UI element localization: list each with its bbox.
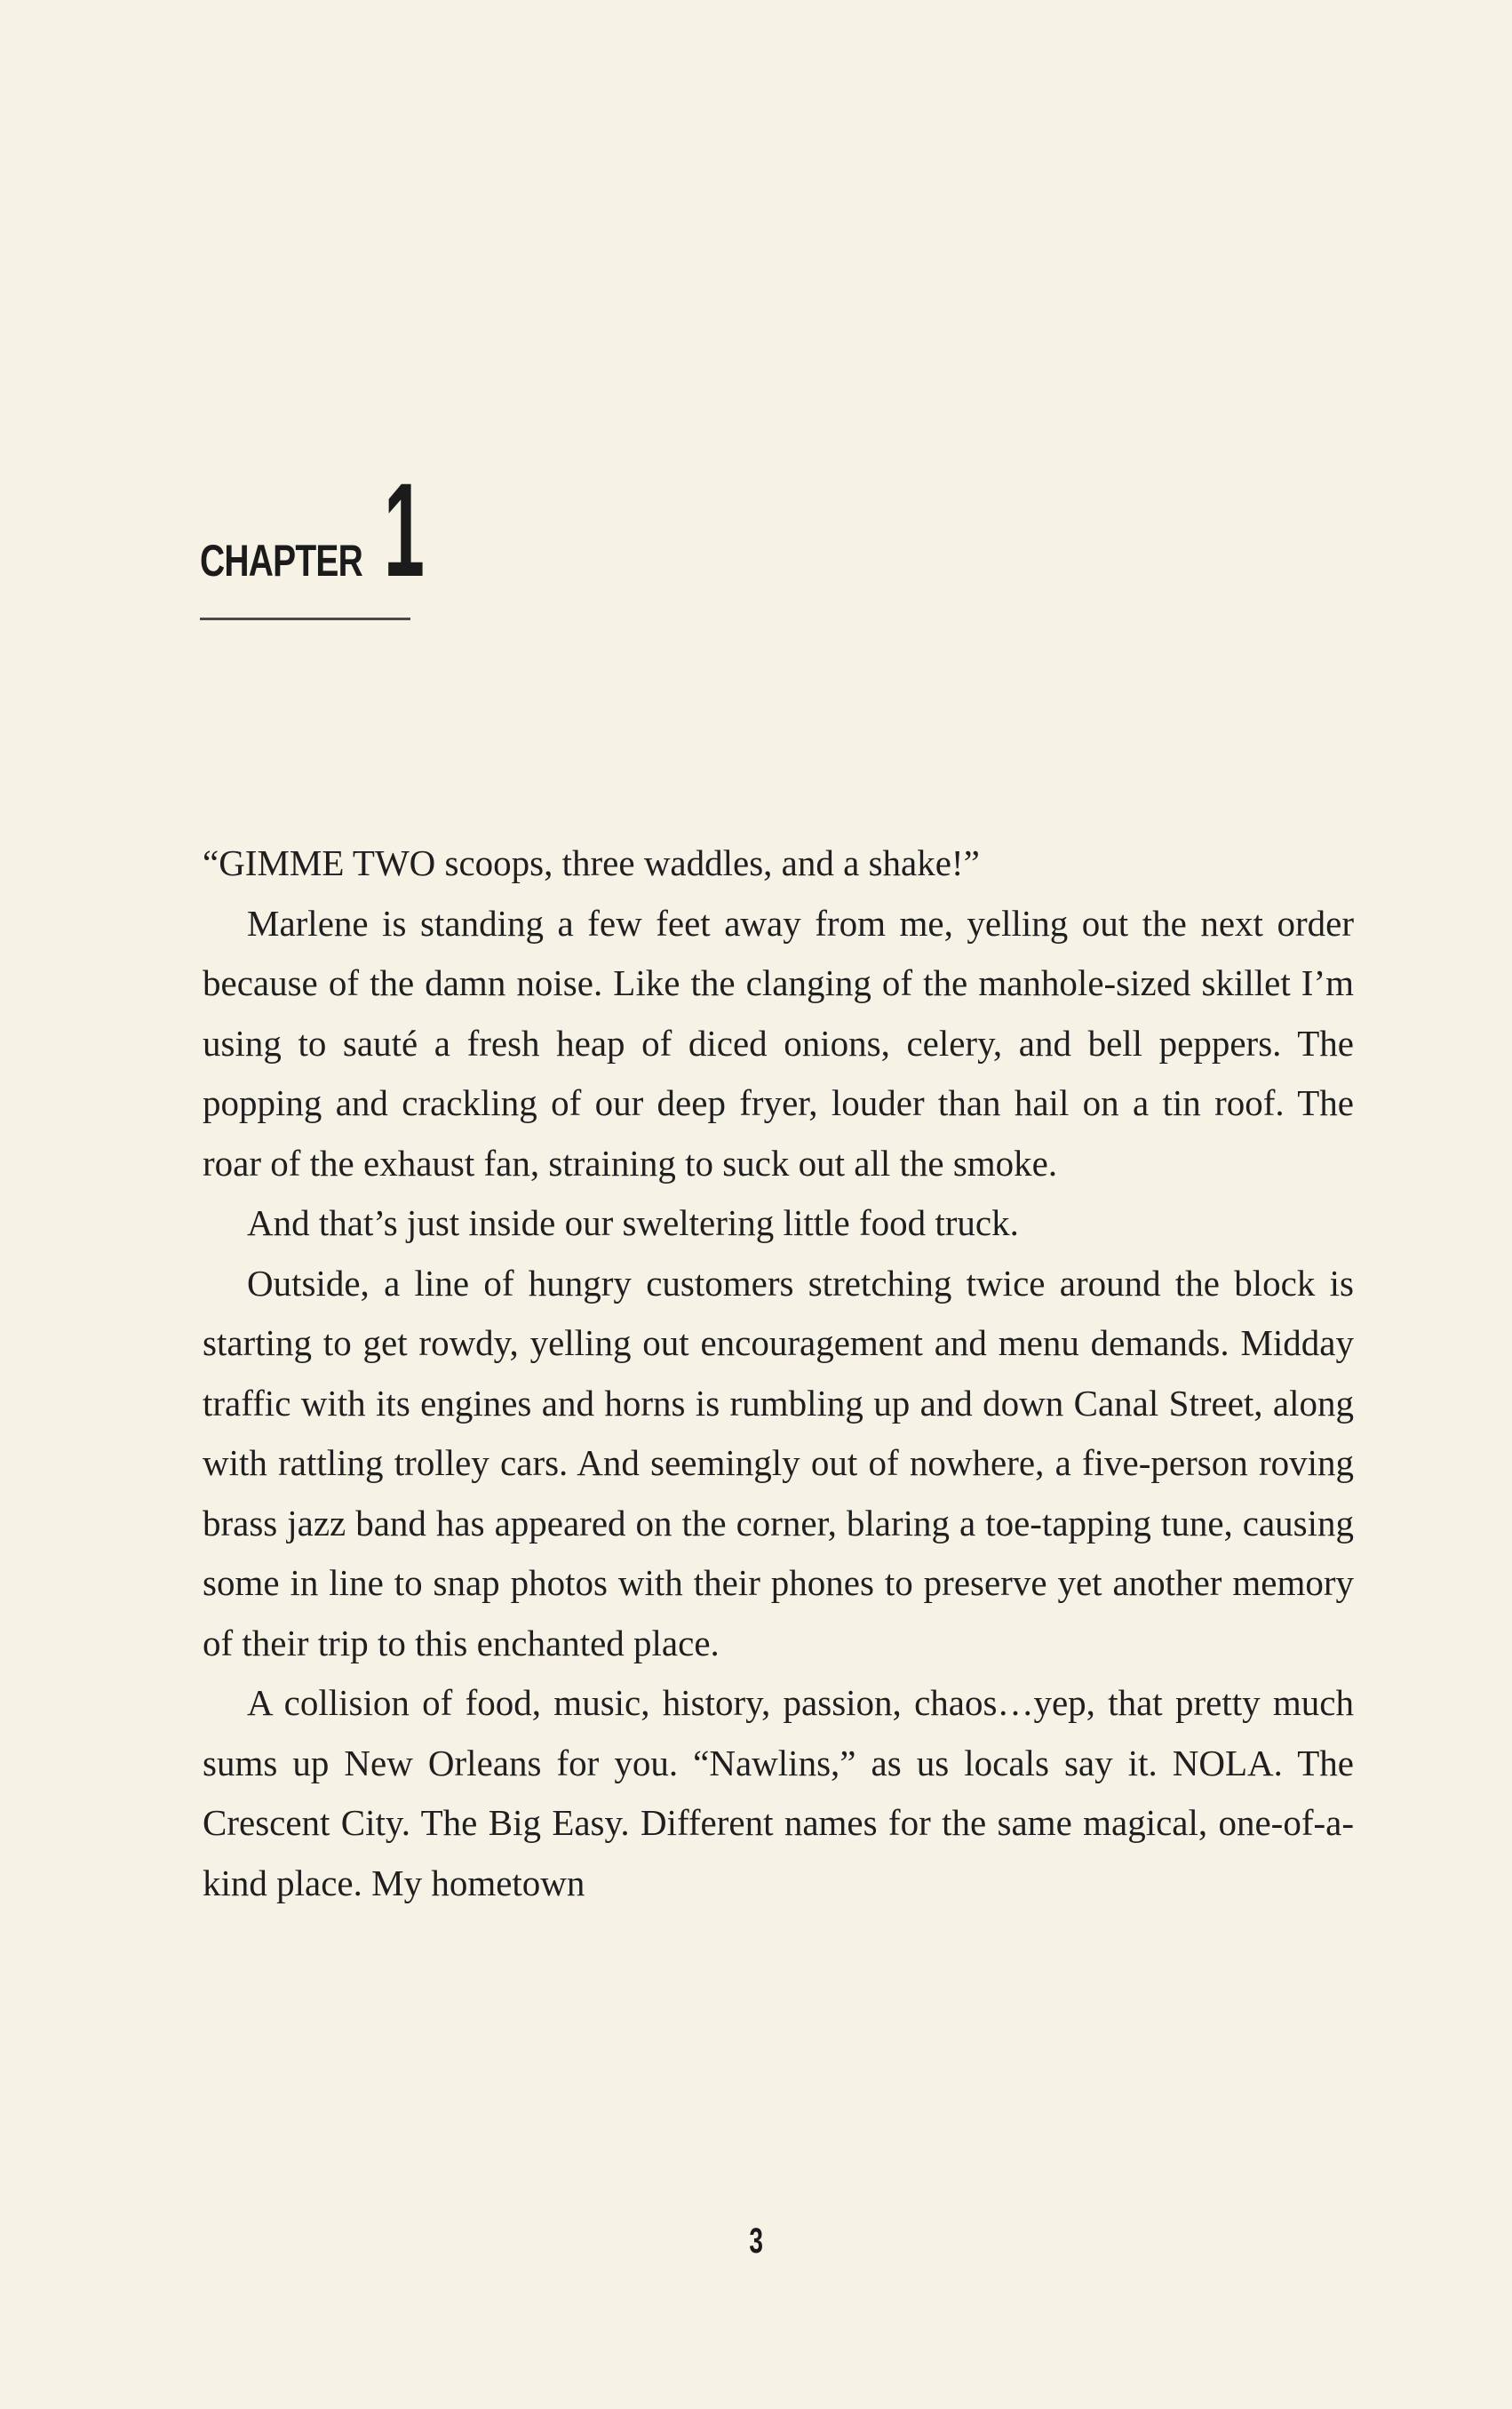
chapter-heading (200, 455, 458, 604)
paragraph: “GIMME TWO scoops, three waddles, and a shake!” (203, 842, 980, 883)
chapter-number: 1 (383, 455, 425, 604)
paragraph: Marlene is standing a few feet away from me, yelling out the next order because of the damn noise. Like the clanging of the manhole-sized skillet I’m using to sauté a fresh heap of diced onions, celery, and bell peppers. The popping and crackling of our deep fryer, louder than hail on a tin roof. The roar of the exhaust fan, straining to suck out all the smoke. (203, 902, 1354, 1184)
chapter-label: CHAPTER (200, 536, 363, 586)
paragraph: A collision of food, music, history, passion, chaos…yep, that pretty much sums up New Orleans for you. “Nawlins,” as us locals say it. NOLA. The Crescent City. The Big Easy. Different names for the same magical, one-of-a-kind place. My hometown (203, 1682, 1354, 1903)
paragraph: And that’s just inside our sweltering little food truck. (247, 1202, 1019, 1243)
chapter-divider (200, 618, 410, 620)
page-number (0, 2222, 1512, 2261)
page-number-text: 3 (749, 2222, 763, 2261)
paragraph: Outside, a line of hungry customers stretching twice around the block is starting to get rowdy, yelling out encouragement and menu demands. Midday traffic with its engines and horns is rumbling up and down Canal Street, along with rattling trolley cars. And seemingly out of nowhere, a five-person roving brass jazz band has appeared on the corner, blaring a toe-tapping tune, causing some in line to snap photos with their phones to preserve yet another memory of their trip to this enchanted place. (203, 1262, 1354, 1663)
chapter-body (203, 834, 1354, 1913)
